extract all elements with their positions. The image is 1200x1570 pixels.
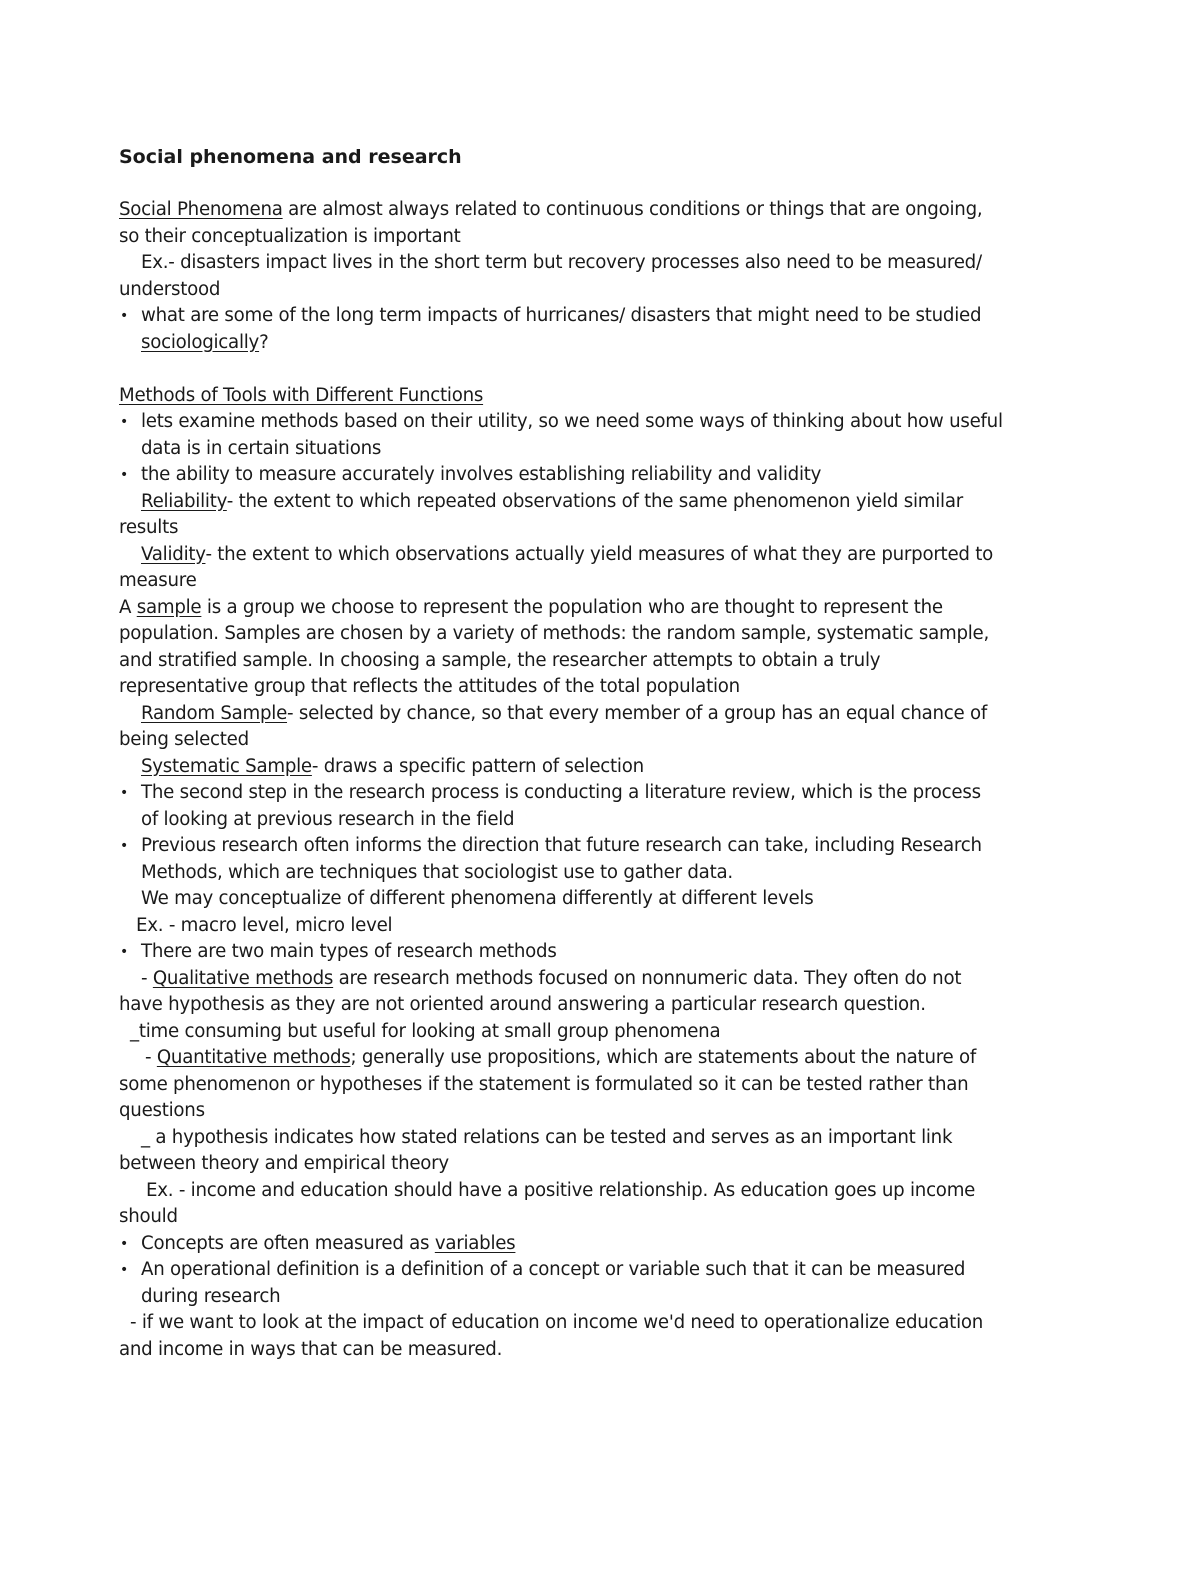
definition-line: have hypothesis as they are not oriented around answering a particular research question. <box>119 994 926 1015</box>
bullet-continuation: during research <box>141 1285 281 1307</box>
page-title: Social phenomena and research <box>119 146 462 168</box>
note-line: between theory and empirical theory <box>119 1153 449 1174</box>
bullet-icon: • <box>120 944 129 960</box>
bullet-icon: • <box>120 785 129 801</box>
bullet-item: • Concepts are often measured as variables <box>119 1231 1084 1258</box>
example-line: Ex. - income and education should have a positive relationship. As education goes up income <box>146 1179 976 1201</box>
term-random-sample: Random Sample <box>141 702 288 724</box>
example-line: should <box>119 1206 178 1227</box>
definition-line: - Qualitative methods are research methods focused on nonnumeric data. They often do not <box>141 967 962 989</box>
bullet-icon: • <box>120 838 129 854</box>
bullet-icon: • <box>120 1262 129 1278</box>
bullet-item: • The second step in the research process is conducting a literature review, which is the process <box>119 780 1084 807</box>
bullet-item: • lets examine methods based on their utility, so we need some ways of thinking about how useful <box>119 409 1084 436</box>
definition-line: - Quantitative methods; generally use propositions, which are statements about the nature of <box>145 1047 977 1068</box>
term-sociologically: sociologically <box>141 331 260 353</box>
paragraph-line: and stratified sample. In choosing a sample, the researcher attempts to obtain a truly <box>119 649 881 671</box>
term-sample: sample <box>136 596 202 618</box>
bullet-item: • An operational definition is a definition of a concept or variable such that it can be measured <box>119 1257 1084 1284</box>
term-qualitative-methods: Qualitative methods <box>152 967 334 989</box>
document-body <box>119 144 1084 1363</box>
term-quantitative-methods: Quantitative methods <box>156 1047 351 1068</box>
term-validity: Validity <box>141 543 206 565</box>
paragraph-line: - if we want to look at the impact of education on income we'd need to operationalize education <box>130 1312 984 1333</box>
section-heading: Methods of Tools with Different Functions <box>119 384 484 406</box>
definition-line: being selected <box>119 729 249 750</box>
term-reliability: Reliability <box>141 490 227 512</box>
definition-line: Random Sample- selected by chance, so that every member of a group has an equal chance of <box>141 702 988 724</box>
bullet-item: • Previous research often informs the direction that future research can take, including Research <box>119 833 1084 860</box>
bullet-item: • There are two main types of research methods <box>119 939 1084 966</box>
paragraph-line: population. Samples are chosen by a variety of methods: the random sample, systematic sample, <box>119 623 990 644</box>
bullet-icon: • <box>120 414 129 430</box>
example-line: understood <box>119 278 221 300</box>
bullet-item: • what are some of the long term impacts of hurricanes/ disasters that might need to be studied <box>119 303 1084 330</box>
example-line: Ex.- disasters impact lives in the short term but recovery processes also need to be measured/ <box>141 252 982 273</box>
bullet-continuation: sociologically? <box>141 331 269 353</box>
note-line: _time consuming but useful for looking at small group phenomena <box>130 1020 721 1042</box>
note-line: _ a hypothesis indicates how stated relations can be tested and serves as an important link <box>141 1126 953 1148</box>
definition-line: Systematic Sample- draws a specific pattern of selection <box>141 755 644 777</box>
definition-line: results <box>119 517 179 538</box>
example-line: Ex. - macro level, micro level <box>136 914 393 936</box>
definition-line: measure <box>119 570 197 591</box>
term-variables: variables <box>434 1232 516 1254</box>
paragraph-line: representative group that reflects the attitudes of the total population <box>119 676 740 697</box>
definition-line: questions <box>119 1100 205 1121</box>
definition-line: Validity- the extent to which observations actually yield measures of what they are purported to <box>141 543 993 565</box>
bullet-continuation: of looking at previous research in the field <box>141 808 515 830</box>
bullet-item: • the ability to measure accurately involves establishing reliability and validity <box>119 462 1084 489</box>
bullet-icon: • <box>120 308 129 324</box>
blank-line <box>119 356 1084 383</box>
term-systematic-sample: Systematic Sample <box>141 755 312 777</box>
bullet-continuation: We may conceptualize of different phenomena differently at different levels <box>141 888 814 909</box>
definition-line: Reliability- the extent to which repeated observations of the same phenomenon yield similar <box>141 490 963 512</box>
bullet-continuation: data is in certain situations <box>141 437 382 459</box>
bullet-icon: • <box>120 467 129 483</box>
paragraph-line: and income in ways that can be measured. <box>119 1338 503 1360</box>
term-social-phenomena: Social Phenomena <box>119 199 283 220</box>
definition-line: some phenomenon or hypotheses if the statement is formulated so it can be tested rather than <box>119 1073 969 1095</box>
bullet-icon: • <box>120 1235 129 1252</box>
paragraph-line: A sample is a group we choose to represent the population who are thought to represent the <box>119 596 943 618</box>
bullet-continuation: Methods, which are techniques that sociologist use to gather data. <box>141 861 733 883</box>
paragraph-line: so their conceptualization is important <box>119 225 461 247</box>
paragraph-line: Social Phenomena are almost always related to continuous conditions or things that are ongoing, <box>119 199 983 220</box>
